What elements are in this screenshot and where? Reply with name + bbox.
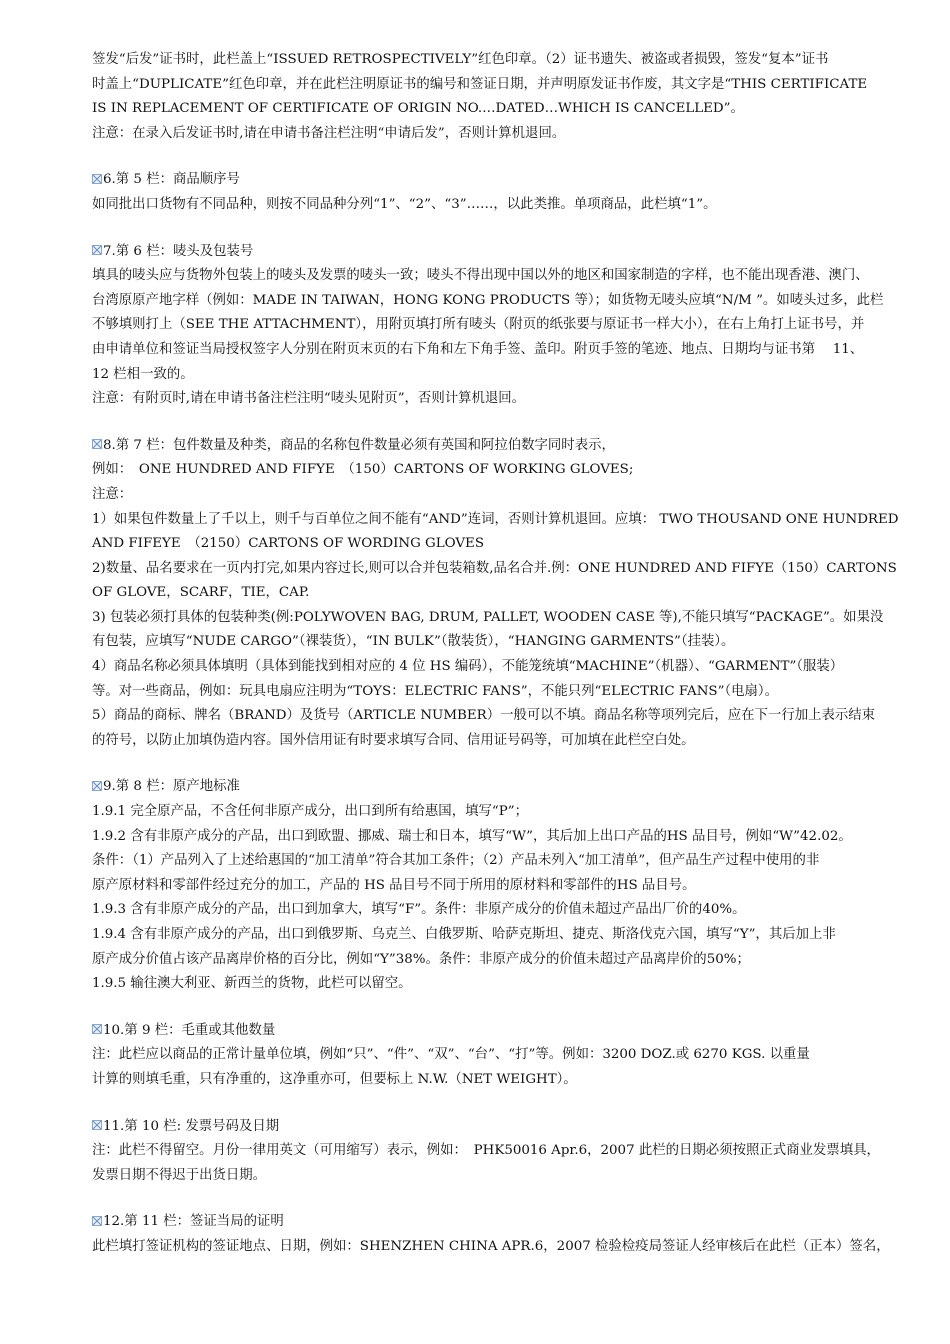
text-line: 填具的唛头应与货物外包装上的唛头及发票的唛头一致；唛头不得出现中国以外的地区和国家制造的字样，也不能出现香港、澳门、: [92, 268, 869, 284]
document-page: [92, 48, 910, 1260]
text-line: 1）如果包件数量上了千以上，则千与百单位之间不能有“AND”连词，否则计算机退回。应填： TWO THOUSAND ONE HUNDRED: [92, 511, 899, 527]
text-line: 2)数量、品名要求在一页内打完,如果内容过长,则可以合并包装箱数,品名合并.例：ONE HUNDRED AND FIFYE（150）CARTONS: [92, 560, 897, 576]
text-line: 签发“后发”证书时，此栏盖上“ISSUED RETROSPECTIVELY”红色印章。（2）证书遗失、被盗或者损毁，签发“复本”证书: [92, 52, 829, 67]
text-line: 注意：有附页时,请在申请书备注栏注明“唛头见附页”，否则计算机退回。: [92, 391, 526, 407]
text-line: 此栏填打签证机构的签证地点、日期，例如：SHENZHEN CHINA APR.6，2007 检验检疫局签证人经审核后在此栏（正本）签名，: [92, 1238, 890, 1254]
section-heading-text: 11.第 10 栏: 发票号码及日期: [103, 1118, 280, 1134]
broken-image-icon: [92, 439, 102, 449]
text-line: 4）商品名称必须具体填明（具体到能找到相对应的 4 位 HS 编码），不能笼统填“MACHINE”（机器）、“GARMENT”（服装）: [92, 659, 844, 675]
text-line: 台湾原原产地字样（例如：MADE IN TAIWAN，HONG KONG PRODUCTS 等）；如货物无唛头应填“N/M ”。如唛头过多，此栏: [92, 292, 884, 308]
section-heading: [92, 1210, 910, 1235]
section-column-10: [92, 1115, 910, 1189]
text-line: 注意：在录入后发证书时,请在申请书备注栏注明“申请后发”，否则计算机退回。: [92, 125, 566, 141]
broken-image-icon: [92, 1216, 102, 1226]
text-line: 计算的则填毛重，只有净重的，这净重亦可，但要标上 N.W.（NET WEIGHT）。: [92, 1071, 577, 1087]
section-column-11: [92, 1210, 910, 1259]
section-heading-text: 7.第 6 栏：唛头及包装号: [103, 243, 254, 259]
section-heading: [92, 775, 910, 800]
text-line: 注意：: [92, 486, 133, 502]
text-line: 1.9.5 输往澳大利亚、新西兰的货物，此栏可以留空。: [92, 976, 412, 992]
section-column-7: [92, 434, 910, 754]
section-column-9: [92, 1019, 910, 1093]
section-column-6: [92, 240, 910, 412]
section-heading: [92, 434, 910, 459]
broken-image-icon: [92, 1024, 102, 1034]
section-heading-text: 12.第 11 栏：签证当局的证明: [103, 1214, 284, 1230]
broken-image-icon: [92, 1120, 102, 1130]
section-column-8: [92, 775, 910, 996]
text-line: 1.9.4 含有非原产成分的产品，出口到俄罗斯、乌克兰、白俄罗斯、哈萨克斯坦、捷克、斯洛伐克六国，填写“Y”，其后加上非: [92, 927, 836, 942]
section-heading: [92, 1019, 910, 1044]
section-heading: [92, 168, 910, 193]
text-line: 注：此栏应以商品的正常计量单位填，例如“只”、“件”、“双”、“台”、“打”等。例如：3200 DOZ.或 6270 KGS. 以重量: [92, 1047, 810, 1063]
text-line: AND FIFEYE （2150）CARTONS OF WORDING GLOVES: [92, 536, 485, 552]
section-heading-text: 6.第 5 栏：商品顺序号: [103, 172, 240, 188]
text-line: 5）商品的商标、牌名（BRAND）及货号（ARTICLE NUMBER）一般可以不填。商品名称等项列完后，应在下一行加上表示结束: [92, 708, 876, 724]
intro-block: [92, 48, 910, 146]
text-line: 例如： ONE HUNDRED AND FIFYE （150）CARTONS OF WORKING GLOVES;: [92, 462, 634, 478]
broken-image-icon: [92, 781, 102, 791]
text-line: 1.9.3 含有非原产成分的产品，出口到加拿大，填写“F”。条件：非原产成分的价值未超过产品出厂价的40%。: [92, 902, 746, 918]
text-line: 时盖上“DUPLICATE”红色印章，并在此栏注明原证书的编号和签证日期，并声明原发证书作废，其文字是“THIS CERTIFICATE: [92, 76, 868, 92]
section-column-5: [92, 168, 910, 217]
text-line: 原产成分价值占该产品离岸价格的百分比，例如“Y”38%。条件：非原产成分的价值未超过产品离岸价的50%；: [92, 951, 750, 967]
text-line: 1.9.2 含有非原产成分的产品，出口到欧盟、挪威、瑞士和日本，填写“W”，其后加上出口产品的HS 品目号，例如“W”42.02。: [92, 828, 852, 844]
section-heading: [92, 240, 910, 265]
text-line: 不够填则打上（SEE THE ATTACHMENT），用附页填打所有唛头（附页的纸张要与原证书一样大小），在右上角打上证书号，并: [92, 317, 865, 333]
text-line: 等。对一些商品，例如：玩具电扇应注明为“TOYS：ELECTRIC FANS”，不能只列“ELECTRIC FANS”（电扇）。: [92, 683, 778, 699]
broken-image-icon: [92, 245, 102, 255]
text-line: 的符号，以防止加填伪造内容。国外信用证有时要求填写合同、信用证号码等，可加填在此栏空白处。: [92, 732, 695, 748]
text-line: 原产原材料和零部件经过充分的加工，产品的 HS 品目号不同于所用的原材料和零部件的HS 品目号。: [92, 877, 696, 893]
text-line: 发票日期不得迟于出货日期。: [92, 1167, 267, 1183]
text-line: 有包装，应填写“NUDE CARGO”（裸装货），“IN BULK”（散装货），“HANGING GARMENTS”（挂装）。: [92, 634, 735, 650]
text-line: 注：此栏不得留空。月份一律用英文（可用缩写）表示，例如： PHK50016 Apr.6，2007 此栏的日期必须按照正式商业发票填具，: [92, 1143, 880, 1159]
section-heading-text: 8.第 7 栏：包件数量及种类，商品的名称包件数量必须有英国和阿拉伯数字同时表示，: [103, 437, 615, 453]
text-line: 1.9.1 完全原产品，不含任何非原产成分，出口到所有给惠国，填写“P”；: [92, 804, 528, 820]
section-heading: [92, 1115, 910, 1140]
broken-image-icon: [92, 174, 102, 184]
text-line: IS IN REPLACEMENT OF CERTIFICATE OF ORIGIN NO.…DATED…WHICH IS CANCELLED”。: [92, 101, 744, 117]
section-heading-text: 10.第 9 栏：毛重或其他数量: [103, 1022, 276, 1038]
section-heading-text: 9.第 8 栏：原产地标准: [103, 779, 240, 795]
text-line: 由申请单位和签证当局授权签字人分别在附页末页的右下角和左下角手签、盖印。附页手签的笔迹、地点、日期均与证书第 11、: [92, 341, 864, 357]
text-line: 如同批出口货物有不同品种，则按不同品种分列“1”、“2”、“3”……，以此类推。单项商品，此栏填“1”。: [92, 196, 717, 212]
text-line: 3) 包装必须打具体的包装种类(例:POLYWOVEN BAG, DRUM, PALLET, WOODEN CASE 等),不能只填写“PACKAGE”。如果没: [92, 609, 884, 625]
text-line: 12 栏相一致的。: [92, 366, 194, 382]
text-line: 条件：（1）产品列入了上述给惠国的“加工清单”符合其加工条件；（2）产品未列入“加工清单”，但产品生产过程中使用的非: [92, 853, 820, 869]
text-line: OF GLOVE，SCARF，TIE，CAP.: [92, 585, 310, 601]
